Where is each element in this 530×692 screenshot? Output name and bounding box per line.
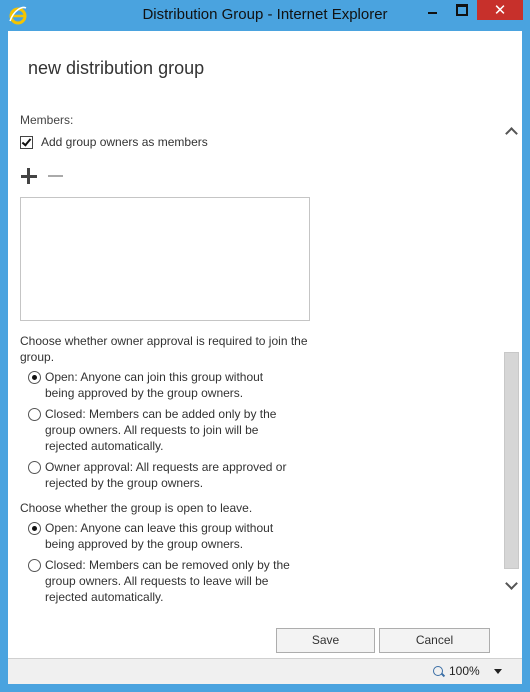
- add-owners-checkbox[interactable]: [20, 136, 33, 149]
- scroll-thumb[interactable]: [504, 352, 519, 569]
- cancel-button[interactable]: Cancel: [379, 628, 490, 653]
- status-bar: [8, 658, 522, 685]
- leave-closed-line-2: group owners. All requests to leave will be: [45, 574, 269, 588]
- plus-icon[interactable]: [21, 167, 39, 185]
- close-icon: ✕: [493, 2, 507, 19]
- join-prompt-line-2: group.: [20, 350, 55, 364]
- zoom-dropdown-icon[interactable]: [494, 669, 502, 674]
- zoom-control[interactable]: [433, 664, 502, 678]
- close-button[interactable]: [477, 0, 523, 20]
- save-button[interactable]: Save: [276, 628, 375, 653]
- members-label: Members:: [20, 113, 74, 127]
- leave-open-line-2: being approved by the group owners.: [45, 537, 244, 551]
- leave-closed-option[interactable]: [28, 557, 290, 605]
- join-closed-option[interactable]: [28, 406, 276, 454]
- minimize-button[interactable]: [419, 0, 446, 20]
- leave-closed-line-3: rejected automatically.: [45, 590, 164, 604]
- join-owner-approval-option[interactable]: [28, 459, 286, 491]
- join-owner-approval-line-2: rejected by the group owners.: [45, 476, 204, 490]
- join-open-line-2: being approved by the group owners.: [45, 386, 244, 400]
- leave-open-radio[interactable]: [28, 522, 41, 535]
- members-list[interactable]: [20, 197, 310, 321]
- add-owners-checkbox-row[interactable]: [20, 135, 208, 149]
- vertical-scrollbar[interactable]: [501, 123, 521, 603]
- leave-closed-line-1: Closed: Members can be removed only by the: [45, 558, 290, 572]
- join-open-radio[interactable]: [28, 371, 41, 384]
- join-closed-line-1: Closed: Members can be added only by the: [45, 407, 277, 421]
- scroll-down-arrow-icon[interactable]: [501, 575, 521, 593]
- join-prompt-line-1: Choose whether owner approval is required to join the: [20, 334, 308, 348]
- title-bar: [0, 0, 530, 31]
- join-closed-radio[interactable]: [28, 408, 41, 421]
- zoom-icon: [433, 666, 443, 676]
- window-title: Distribution Group - Internet Explorer: [142, 6, 388, 23]
- minus-icon[interactable]: [48, 167, 66, 185]
- zoom-level: 100%: [449, 664, 480, 678]
- add-owners-label: Add group owners as members: [41, 135, 208, 149]
- dialog-content: [8, 31, 522, 658]
- page-title: new distribution group: [28, 58, 205, 78]
- join-closed-line-2: group owners. All requests to join will be: [45, 423, 259, 437]
- join-open-line-1: Open: Anyone can join this group without: [45, 370, 264, 384]
- join-closed-line-3: rejected automatically.: [45, 439, 164, 453]
- window-bottom-border: [0, 684, 530, 692]
- scroll-up-arrow-icon[interactable]: [501, 123, 521, 141]
- join-owner-approval-line-1: Owner approval: All requests are approved or: [45, 460, 287, 474]
- leave-prompt: Choose whether the group is open to leave.: [20, 501, 253, 515]
- leave-open-line-1: Open: Anyone can leave this group without: [45, 521, 274, 535]
- leave-closed-radio[interactable]: [28, 559, 41, 572]
- leave-open-option[interactable]: [28, 520, 273, 552]
- maximize-button[interactable]: [448, 0, 475, 20]
- join-owner-approval-radio[interactable]: [28, 461, 41, 474]
- join-open-option[interactable]: [28, 369, 263, 401]
